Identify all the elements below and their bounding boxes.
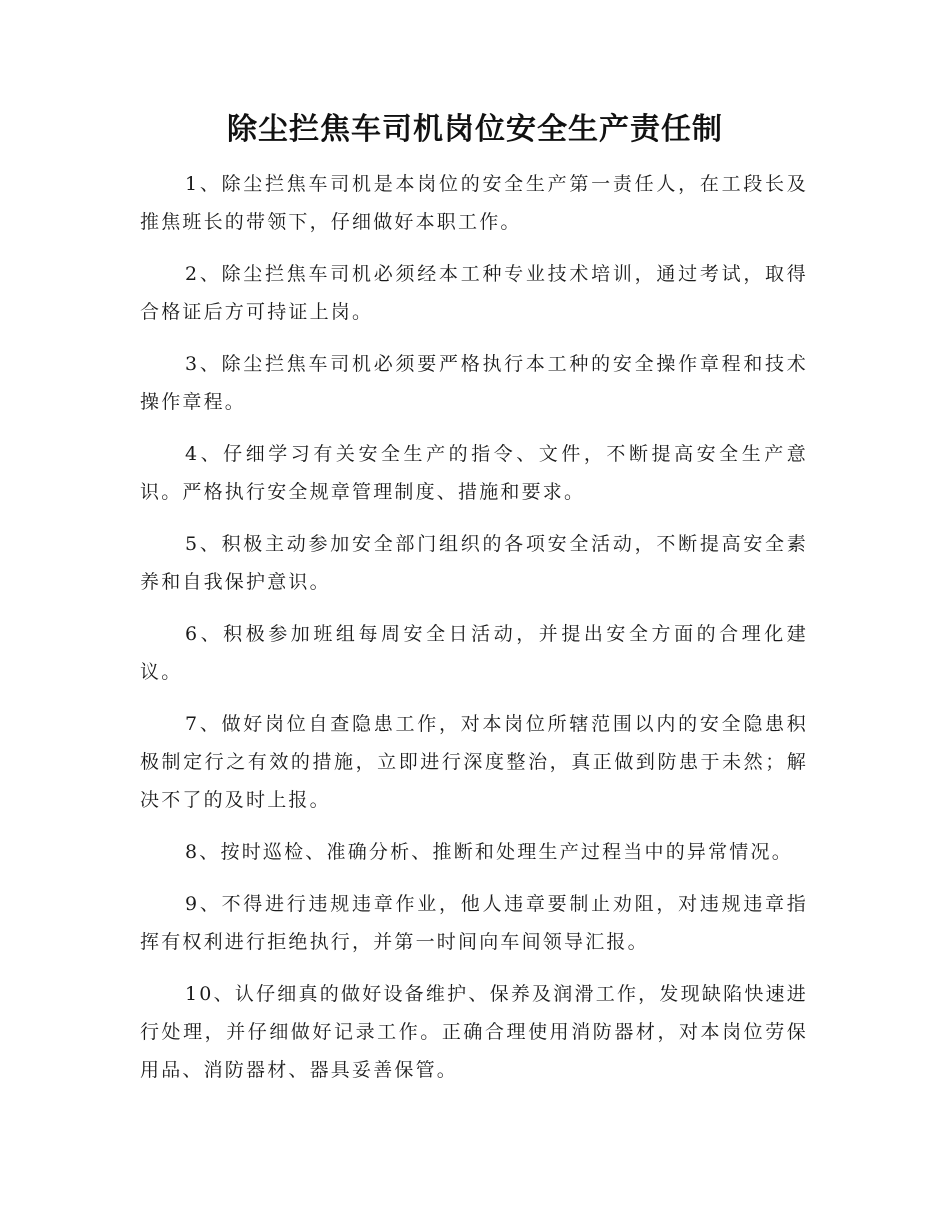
paragraph-3: 3、除尘拦焦车司机必须要严格执行本工种的安全操作章程和技术操作章程。 (140, 353, 808, 413)
paragraph-10: 10、认仔细真的做好设备维护、保养及润滑工作，发现缺陷快速进行处理，并仔细做好记录工作。正确合理使用消防器材，对本岗位劳保用品、消防器材、器具妥善保管。 (140, 983, 808, 1081)
paragraph-9: 9、不得进行违规违章作业，他人违章要制止劝阻，对违规违章指挥有权利进行拒绝执行，并第一时间向车间领导汇报。 (140, 893, 808, 953)
document-body (140, 165, 808, 1103)
paragraph-8: 8、按时巡检、准确分析、推断和处理生产过程当中的异常情况。 (185, 841, 793, 863)
document-title: 除尘拦焦车司机岗位安全生产责任制 (227, 112, 723, 147)
paragraph-7: 7、做好岗位自查隐患工作，对本岗位所辖范围以内的安全隐患积极制定行之有效的措施，立即进行深度整治，真正做到防患于未然；解决不了的及时上报。 (140, 713, 808, 811)
paragraph-5: 5、积极主动参加安全部门组织的各项安全活动，不断提高安全素养和自我保护意识。 (140, 533, 808, 593)
paragraph-1: 1、除尘拦焦车司机是本岗位的安全生产第一责任人，在工段长及推焦班长的带领下，仔细做好本职工作。 (140, 173, 808, 233)
paragraph-6: 6、积极参加班组每周安全日活动，并提出安全方面的合理化建议。 (140, 623, 808, 683)
paragraph-2: 2、除尘拦焦车司机必须经本工种专业技术培训，通过考试，取得合格证后方可持证上岗。 (140, 263, 808, 323)
paragraph-4: 4、仔细学习有关安全生产的指令、文件，不断提高安全生产意识。严格执行安全规章管理制度、措施和要求。 (140, 443, 808, 503)
